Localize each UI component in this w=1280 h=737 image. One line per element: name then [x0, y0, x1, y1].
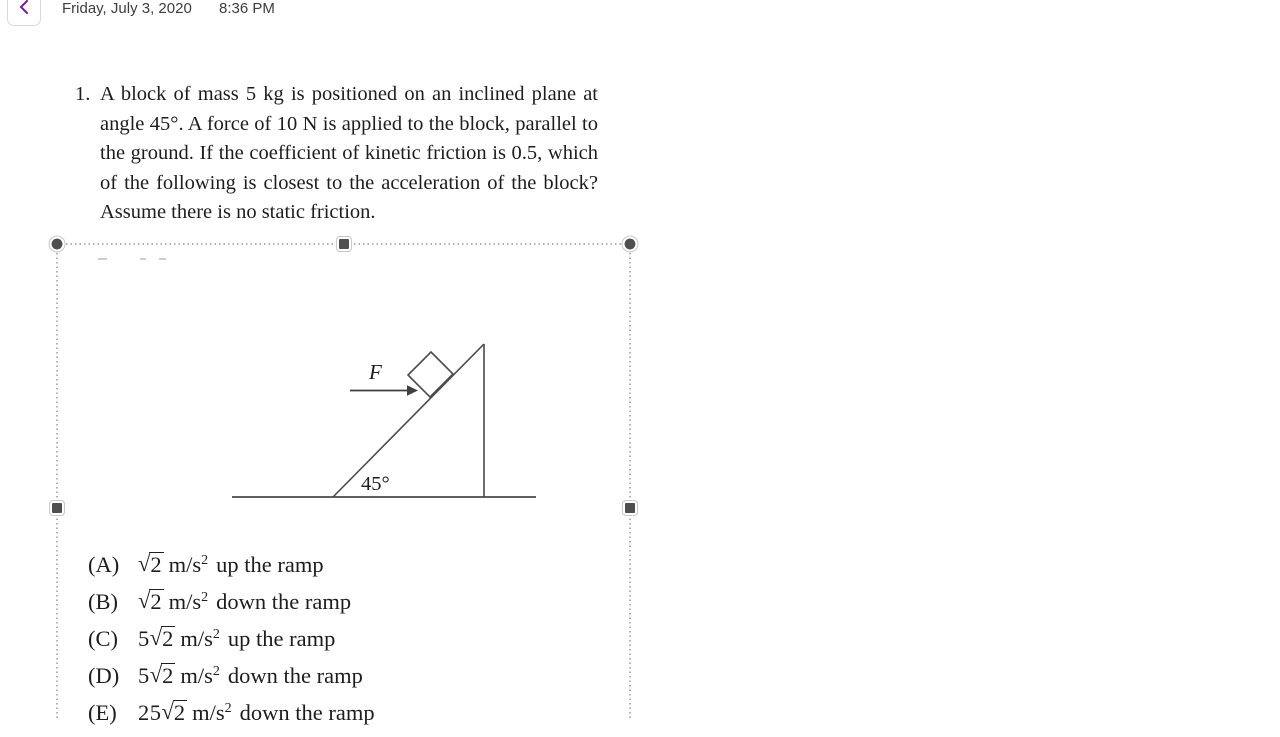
force-arrowhead — [407, 385, 418, 395]
radical-sign: √ — [161, 699, 174, 724]
choice-label: (B) — [88, 589, 118, 614]
resize-handle-mid-left[interactable] — [50, 501, 64, 515]
radicand: 2 — [173, 700, 186, 725]
answer-choice-a — [88, 552, 324, 589]
resize-handle-mid-right[interactable] — [623, 501, 637, 515]
unit-exponent: 2 — [201, 553, 209, 568]
radicand: 2 — [162, 626, 174, 651]
choice-label: (A) — [88, 552, 120, 577]
resize-handle-top-right[interactable] — [623, 237, 638, 252]
selected-image[interactable] — [57, 244, 630, 725]
unit: m/s — [180, 663, 213, 688]
direction-text: down the ramp — [239, 700, 375, 725]
answer-choice-d — [88, 663, 363, 700]
choice-label: (C) — [88, 626, 118, 651]
unit-exponent: 2 — [201, 590, 209, 605]
unit: m/s — [192, 700, 225, 725]
radical-sign: √ — [138, 551, 151, 576]
answer-choice-b — [88, 589, 351, 626]
selection-border-right — [629, 244, 631, 720]
radicand: 2 — [162, 663, 174, 688]
question-lines — [100, 80, 598, 228]
question-line: A block of mass 5 kg is positioned on an inclined plane at — [100, 83, 598, 105]
incline-hypotenuse — [333, 344, 484, 497]
page-time: 8:36 PM — [219, 0, 275, 17]
question-line: Assume there is no static friction. — [100, 201, 376, 223]
coefficient: 5 — [138, 626, 150, 651]
resize-handle-top-mid[interactable] — [337, 237, 351, 251]
radicand: 2 — [150, 589, 162, 614]
angle-label: 45° — [361, 473, 390, 495]
unit: m/s — [168, 589, 202, 614]
radical-sign: √ — [149, 625, 163, 650]
answer-choice-c — [88, 626, 335, 663]
question-number: 1. — [75, 83, 91, 105]
direction-text: up the ramp — [216, 552, 324, 577]
question-line: angle 45°. A force of 10 N is applied to the block, parallel to — [100, 112, 598, 135]
chevron-left-icon — [18, 0, 30, 20]
radical-sign: √ — [149, 662, 163, 687]
unit-exponent: 2 — [212, 627, 220, 642]
choice-label: (D) — [88, 663, 120, 688]
resize-handle-top-left[interactable] — [50, 237, 65, 252]
answer-choice-e — [88, 700, 375, 737]
unit-exponent: 2 — [224, 701, 232, 716]
back-button[interactable] — [7, 0, 41, 26]
question-line: of the following is closest to the acceleration of the block? — [100, 171, 598, 194]
unit: m/s — [180, 626, 213, 651]
coefficient: 25 — [138, 700, 162, 725]
direction-text: down the ramp — [227, 663, 363, 688]
question-line: the ground. If the coefficient of kinetic friction is 0.5, which — [100, 142, 598, 164]
direction-text: down the ramp — [216, 589, 352, 614]
direction-text: up the ramp — [227, 626, 336, 651]
unit-exponent: 2 — [212, 664, 220, 679]
selection-border-left — [56, 244, 58, 720]
choice-label: (E) — [88, 700, 117, 725]
coefficient: 5 — [138, 663, 150, 688]
force-label: F — [369, 360, 382, 384]
radical-sign: √ — [138, 588, 151, 613]
page-date: Friday, July 3, 2020 — [62, 0, 192, 17]
unit: m/s — [168, 552, 202, 577]
radicand: 2 — [150, 552, 162, 577]
